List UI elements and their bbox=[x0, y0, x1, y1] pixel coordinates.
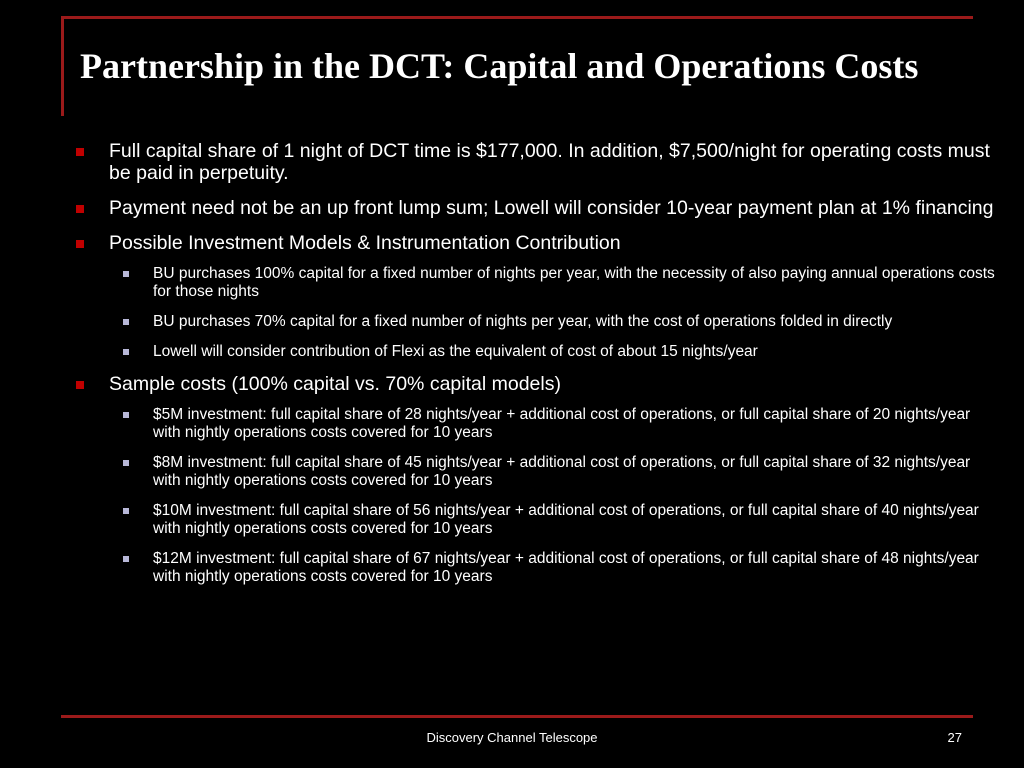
small-square-bullet-icon bbox=[123, 271, 129, 277]
bullet-item bbox=[76, 373, 996, 395]
bullet-item bbox=[76, 197, 996, 219]
sub-bullet-item bbox=[120, 265, 996, 301]
square-bullet-icon bbox=[76, 148, 84, 156]
sub-bullet-item bbox=[120, 313, 996, 331]
square-bullet-icon bbox=[76, 381, 84, 389]
sub-bullet-text: $8M investment: full capital share of 45 nights/year + additional cost of operations, or full capital share of 32 nights/year with nightly operations costs covered for 10 years bbox=[153, 454, 971, 489]
sub-bullet-item bbox=[120, 343, 996, 361]
sub-bullet-text: Lowell will consider contribution of Flexi as the equivalent of cost of about 15 nights/year bbox=[153, 343, 758, 360]
sub-bullet-item bbox=[120, 406, 996, 442]
square-bullet-icon bbox=[76, 205, 84, 213]
bullet-text: Full capital share of 1 night of DCT time is $177,000. In addition, $7,500/night for operating costs must be paid in perpetuity. bbox=[109, 140, 990, 184]
small-square-bullet-icon bbox=[123, 508, 129, 514]
sub-bullet-item bbox=[120, 550, 996, 586]
sub-bullet-text: BU purchases 100% capital for a fixed number of nights per year, with the necessity of also paying annual operations costs for those nights bbox=[153, 265, 995, 300]
small-square-bullet-icon bbox=[123, 319, 129, 325]
bullet-item bbox=[76, 140, 996, 184]
bullet-item bbox=[76, 232, 996, 254]
small-square-bullet-icon bbox=[123, 412, 129, 418]
slide-title: Partnership in the DCT: Capital and Operations Costs bbox=[80, 46, 919, 86]
left-rule bbox=[61, 16, 64, 116]
page-number: 27 bbox=[947, 730, 962, 745]
bullet-text: Sample costs (100% capital vs. 70% capital models) bbox=[109, 373, 561, 395]
sub-bullet-item bbox=[120, 454, 996, 490]
sub-bullet-text: BU purchases 70% capital for a fixed number of nights per year, with the cost of operations folded in directly bbox=[153, 313, 893, 330]
square-bullet-icon bbox=[76, 240, 84, 248]
bullet-list bbox=[76, 140, 996, 598]
small-square-bullet-icon bbox=[123, 349, 129, 355]
small-square-bullet-icon bbox=[123, 556, 129, 562]
top-rule bbox=[61, 16, 973, 19]
bottom-rule bbox=[61, 715, 973, 718]
bullet-text: Possible Investment Models & Instrumentation Contribution bbox=[109, 232, 621, 254]
footer-title: Discovery Channel Telescope bbox=[426, 730, 598, 745]
sub-bullet-text: $10M investment: full capital share of 56 nights/year + additional cost of operations, or full capital share of 40 nights/year with nightly operations costs covered for 10 years bbox=[153, 502, 979, 537]
sub-bullet-text: $5M investment: full capital share of 28 nights/year + additional cost of operations, or full capital share of 20 nights/year with nightly operations costs covered for 10 years bbox=[153, 406, 971, 441]
sub-bullet-item bbox=[120, 502, 996, 538]
sub-bullet-text: $12M investment: full capital share of 67 nights/year + additional cost of operations, or full capital share of 48 nights/year with nightly operations costs covered for 10 years bbox=[153, 550, 979, 585]
small-square-bullet-icon bbox=[123, 460, 129, 466]
bullet-text: Payment need not be an up front lump sum; Lowell will consider 10-year payment plan at 1% financing bbox=[109, 197, 994, 219]
